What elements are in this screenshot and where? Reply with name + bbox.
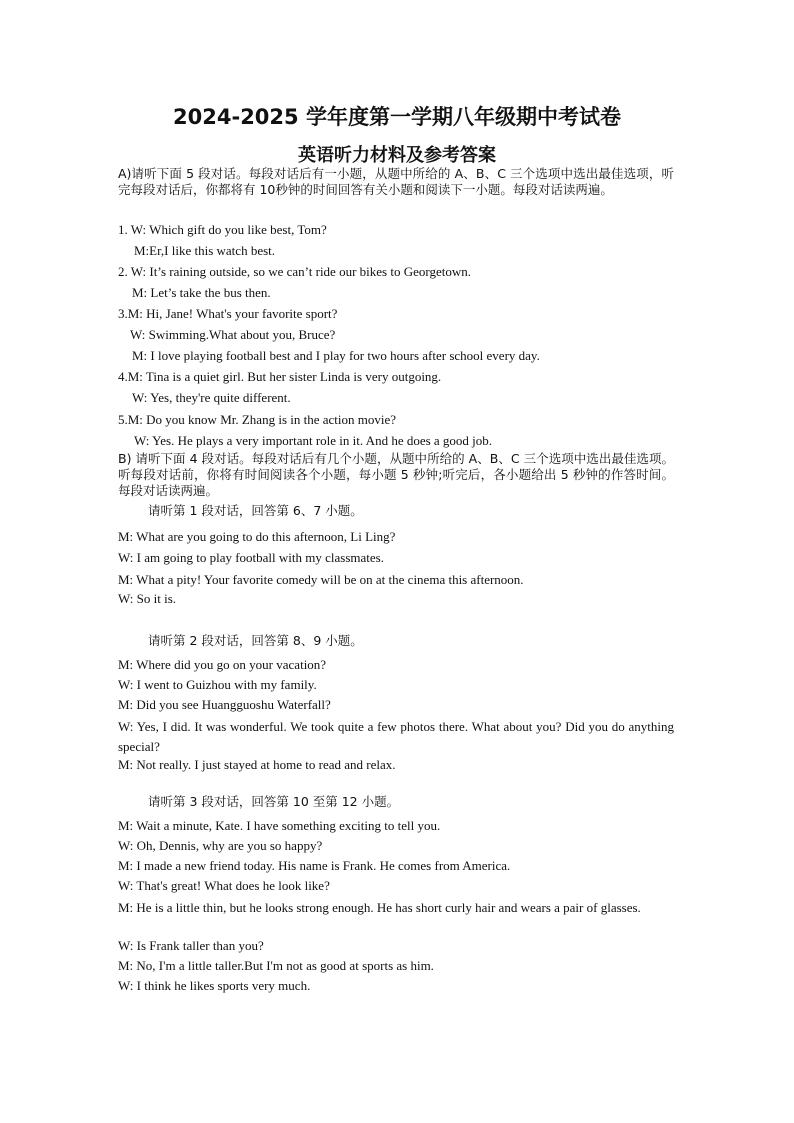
dialogue-line: 2. W: It’s raining outside, so we can’t ride our bikes to Georgetown. bbox=[118, 264, 471, 279]
dialogue-line: M: Did you see Huangguoshu Waterfall? bbox=[118, 697, 331, 712]
dialogue-line: 5.M: Do you know Mr. Zhang is in the action movie? bbox=[118, 412, 397, 427]
dialogue-line: 3.M: Hi, Jane! What's your favorite sport? bbox=[118, 306, 338, 321]
dialogue-line: M:Er,I like this watch best. bbox=[134, 243, 276, 258]
dialogue-line: W: Oh, Dennis, why are you so happy? bbox=[118, 838, 323, 853]
dialogue-line: M: What are you going to do this afternoon, Li Ling? bbox=[118, 529, 396, 544]
dialogue-2-heading: 请听第 2 段对话，回答第 8、9 小题。 bbox=[148, 633, 363, 648]
dialogue-line: W: Swimming.What about you, Bruce? bbox=[130, 327, 336, 342]
dialogue-line: 4.M: Tina is a quiet girl. But her sister Linda is very outgoing. bbox=[118, 369, 442, 384]
dialogue-line: M: I love playing football best and I play for two hours after school every day. bbox=[132, 348, 540, 363]
dialogue-line: M: Wait a minute, Kate. I have something exciting to tell you. bbox=[118, 818, 441, 833]
dialogue-line: W: I went to Guizhou with my family. bbox=[118, 677, 317, 692]
dialogue-line: W: Yes. He plays a very important role in it. And he does a good job. bbox=[134, 433, 493, 448]
dialogue-line: M: He is a little thin, but he looks strong enough. He has short curly hair and wears a pair of glasses. bbox=[118, 900, 641, 915]
dialogue-line: 1. W: Which gift do you like best, Tom? bbox=[118, 222, 327, 237]
dialogue-line: M: Where did you go on your vacation? bbox=[118, 657, 327, 672]
dialogue-line: W: Is Frank taller than you? bbox=[118, 938, 264, 953]
dialogue-1-heading: 请听第 1 段对话，回答第 6、7 小题。 bbox=[148, 503, 363, 518]
section-b-instructions: B) 请听下面 4 段对话。每段对话后有几个小题，从题中所给的 A、B、C 三个选项中选出最佳选项。听每段对话前，你将有时间阅读各个小题，每小题 5 秒钟;听完后，各小题给出 5 秒钟的作答时间。每段对话读两遍。 bbox=[118, 451, 674, 498]
section-a-instructions: A)请听下面 5 段对话。每段对话后有一小题，从题中所给的 A、B、C 三个选项中选出最佳选项，听完每段对话后，你都将有 10秒钟的时间回答有关小题和阅读下一小题。每段对话读两遍。 bbox=[118, 166, 674, 197]
dialogue-line: M: No, I'm a little taller.But I'm not as good at sports as him. bbox=[118, 958, 434, 973]
dialogue-line: W: So it is. bbox=[118, 591, 177, 606]
page-title: 2024-2025 学年度第一学期八年级期中考试卷 bbox=[173, 105, 621, 129]
dialogue-line: W: That's great! What does he look like? bbox=[118, 878, 330, 893]
dialogue-line: M: Not really. I just stayed at home to read and relax. bbox=[118, 757, 396, 772]
dialogue-line: W: Yes, I did. It was wonderful. We took quite a few photos there. What about you? Did you do anything special? bbox=[118, 719, 674, 754]
dialogue-line: M: What a pity! Your favorite comedy will be on at the cinema this afternoon. bbox=[118, 572, 524, 587]
dialogue-3-heading: 请听第 3 段对话，回答第 10 至第 12 小题。 bbox=[148, 794, 400, 809]
dialogue-line: M: Let’s take the bus then. bbox=[132, 285, 271, 300]
dialogue-line: W: I think he likes sports very much. bbox=[118, 978, 311, 993]
page-subtitle: 英语听力材料及参考答案 bbox=[298, 145, 496, 166]
dialogue-line: W: Yes, they're quite different. bbox=[132, 390, 291, 405]
dialogue-line: M: I made a new friend today. His name is Frank. He comes from America. bbox=[118, 858, 511, 873]
dialogue-line: W: I am going to play football with my classmates. bbox=[118, 550, 384, 565]
